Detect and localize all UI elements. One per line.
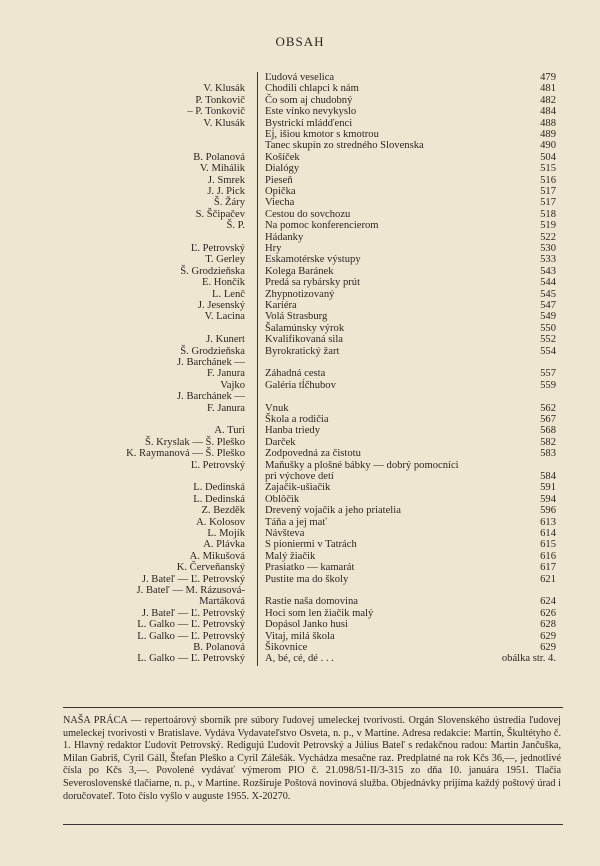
toc-page-number: 544 (540, 277, 556, 289)
toc-page-number: 629 (540, 642, 556, 653)
toc-row (0, 186, 600, 198)
toc-page-number: 517 (540, 186, 556, 197)
toc-work-title: Hádanky (265, 231, 304, 243)
toc-author: Z. Bezděk (201, 505, 245, 517)
toc-page-number: 522 (540, 231, 556, 243)
toc-page-number: 562 (540, 402, 556, 414)
toc-page-number: 596 (540, 505, 556, 517)
toc-author: L. Mojík (207, 528, 245, 539)
toc-page-number: 617 (540, 562, 556, 574)
toc-author: V. Klusák (203, 83, 245, 95)
toc-row (0, 517, 600, 529)
toc-row (0, 323, 600, 335)
toc-row (0, 220, 600, 232)
toc-author: J. Bateľ — M. Rázusová- (136, 585, 245, 596)
toc-row (0, 380, 600, 392)
toc-page-number: 549 (540, 311, 556, 323)
toc-row (0, 163, 600, 175)
toc-row (0, 357, 600, 369)
toc-row (0, 619, 600, 631)
toc-author: Š. Grodzieňska (180, 345, 245, 357)
toc-author: J. Bateľ — Ľ. Petrovský (141, 607, 245, 619)
toc-author: A. Turi (214, 425, 245, 437)
toc-page-number: 545 (540, 288, 556, 300)
toc-row (0, 574, 600, 586)
toc-author: L. Galko — Ľ. Petrovský (137, 653, 245, 665)
toc-author: Š. Grodzieňska (180, 265, 245, 277)
toc-work-title: Bystrickí mládďenci (265, 117, 353, 129)
toc-work-title: Kolega Baránek (265, 265, 334, 277)
toc-row (0, 209, 600, 221)
page-title: OBSAH (275, 34, 325, 49)
toc-page-number: 484 (540, 106, 556, 118)
toc-page-number: 504 (540, 151, 556, 163)
toc-row (0, 277, 600, 289)
toc-page-number: 621 (540, 573, 556, 585)
toc-row (0, 608, 600, 620)
toc-page-number: 559 (540, 379, 556, 391)
toc-work-title: Záhadná cesta (265, 368, 326, 380)
imprint-top-rule (63, 707, 563, 708)
toc-author: L. Lenč (212, 288, 245, 300)
toc-row (0, 471, 600, 483)
toc-work-title: Škola a rodičia (265, 414, 329, 425)
toc-work-title: Čo som aj chudobný (265, 94, 353, 106)
toc-row (0, 346, 600, 358)
toc-author: L. Galko — Ľ. Petrovský (137, 619, 245, 631)
toc-work-title: Dopásol Janko husi (265, 619, 348, 631)
toc-author: L. Dedinská (193, 493, 245, 505)
toc-row (0, 83, 600, 95)
toc-page-number: 616 (540, 550, 556, 562)
toc-row (0, 448, 600, 460)
toc-page-number: 614 (540, 528, 556, 539)
toc-row (0, 482, 600, 494)
toc-author: J. Barchánek — (177, 357, 245, 368)
toc-author: Š. Kryslak — Š. Pleško (144, 436, 245, 448)
toc-work-title: Zhypnotizovaný (265, 288, 335, 300)
toc-work-title: Malý žiačik (265, 550, 316, 562)
toc-row (0, 653, 600, 665)
toc-work-title: Predá sa rybársky prút (265, 277, 361, 289)
toc-work-title: Hry (265, 243, 282, 254)
toc-row (0, 631, 600, 643)
toc-author: J. Barchánek — (177, 391, 245, 403)
toc-page-number: 613 (540, 516, 556, 528)
toc-page-number: 515 (540, 163, 556, 175)
toc-page-number: 490 (540, 140, 556, 152)
toc-row (0, 175, 600, 187)
toc-author: J. Smrek (207, 174, 245, 186)
toc-row (0, 266, 600, 278)
toc-page-number: obálka str. 4. (501, 653, 556, 665)
toc-work-title: A, bé, cé, dé . . . (265, 653, 334, 665)
toc-page-number: 516 (540, 174, 556, 186)
toc-row (0, 528, 600, 540)
toc-page-number: 591 (540, 482, 556, 494)
toc-row (0, 437, 600, 449)
toc-page-number: 550 (540, 322, 556, 334)
toc-work-title: Byrokratický žart (265, 345, 340, 357)
toc-work-title: Šalamúnsky výrok (265, 322, 345, 334)
toc-row (0, 391, 600, 403)
toc-row (0, 403, 600, 415)
toc-work-title: Este vínko nevykyslo (265, 106, 357, 118)
toc-row (0, 197, 600, 209)
toc-row (0, 254, 600, 266)
toc-row (0, 152, 600, 164)
toc-page-number: 489 (540, 129, 556, 140)
toc-page-number: 530 (540, 243, 556, 254)
toc-page-number: 547 (540, 300, 556, 311)
toc-author: L. Dedinská (193, 482, 245, 494)
toc-page-number: 519 (540, 220, 556, 232)
toc-author: K. Raymanová — Š. Pleško (126, 448, 245, 460)
toc-author: V. Lacina (204, 311, 245, 323)
toc-author: T. Gerley (205, 254, 245, 266)
toc-work-title: Oblôčik (265, 493, 300, 505)
toc-work-title: Rastie naša domovina (265, 596, 358, 608)
toc-work-title: Chodili chlapci k nám (265, 83, 359, 95)
toc-work-title: Cestou do sovchozu (265, 208, 351, 220)
toc-page-number: 517 (540, 197, 556, 209)
toc-page-number: 624 (540, 596, 556, 608)
toc-author: Š. Žáry (213, 197, 245, 209)
toc-row (0, 95, 600, 107)
toc-author: Š. P. (226, 220, 245, 232)
toc-page-number: 557 (540, 368, 556, 380)
toc-row (0, 505, 600, 517)
toc-page-number: 582 (540, 436, 556, 448)
toc-page-number: 482 (540, 94, 556, 106)
toc-work-title: pri výchove detí (265, 471, 334, 482)
toc-page-number: 626 (540, 607, 556, 619)
toc-author: J. Jesenský (197, 300, 245, 311)
toc-work-title: Viecha (265, 197, 295, 209)
toc-work-title: Volá Strasburg (265, 311, 328, 323)
toc-row (0, 118, 600, 130)
toc-row (0, 232, 600, 244)
toc-author: P. Tonkovič (195, 94, 245, 106)
toc-work-title: Vitaj, milá škola (265, 630, 335, 642)
toc-work-title: Dialógy (265, 163, 300, 175)
toc-row (0, 494, 600, 506)
toc-page-number: 481 (540, 83, 556, 95)
toc-row (0, 289, 600, 301)
toc-work-title: Pieseň (265, 174, 293, 186)
toc-page-number: 554 (540, 345, 556, 357)
toc-work-title: Galéria tĺčhubov (265, 379, 336, 391)
toc-page-number: 568 (540, 425, 556, 437)
toc-page-number: 584 (540, 471, 556, 482)
toc-work-title: Návšteva (265, 528, 305, 539)
toc-work-title: Kvalifikovaná sila (265, 334, 343, 346)
imprint-bottom-rule (63, 824, 563, 825)
toc-row (0, 368, 600, 380)
toc-work-title: Zajačik-ušiačik (265, 482, 331, 494)
toc-page-number: 615 (540, 539, 556, 551)
toc-work-title: Košíček (265, 151, 300, 163)
toc-row (0, 585, 600, 597)
toc-author: A. Kolosov (196, 516, 245, 528)
toc-page-number: 533 (540, 254, 556, 266)
toc-page-number: 567 (540, 414, 556, 425)
toc-work-title: Tanec skupín zo stredného Slovenska (265, 140, 424, 152)
toc-author: S. Ščipačev (195, 208, 245, 220)
toc-work-title: Zodpovedná za čistotu (265, 448, 361, 460)
imprint-text: NAŠA PRÁCA — repertoárový sborník pre súbory ľudovej umeleckej tvorivosti. Orgán Slovenského ústredia ľudovej umeleckej tvorivosti v Bratislave. Vydáva Vydavateľstvo Osveta, n. p., v Martine. Adresa redakcie: Martin, Škultétyho č. 1. Hlavný redaktor Ľudovít Petrovský. Redigujú Ľudovít Petrovský a Július Bateľ s redakčnou radou: Martin Jančuška, Milan Gabriš, Cyril Gáll, Štefan Pleško a Cyril Zálešák. Vychádza mesačne raz. Predplatné na rok Kčs 36,—, jednotlivé čísla po Kčs 3,—. Povolené vydávať výmerom PIO č. 21.098/51-II/3-315 zo dňa 10. januára 1951. Tlačia Severoslovenské tlačiarne, n. p., v Martine. Rozširuje Poštová novinová služba. Objednávky prijíma každý poštový úrad i doručovateľ. Toto číslo vyšlo v auguste 1955. X-20270. (63, 715, 561, 802)
toc-row (0, 140, 600, 152)
toc-author: Martáková (199, 596, 245, 608)
toc-author: J. Bateľ — Ľ. Petrovský (141, 573, 245, 585)
toc-work-title: Hanba triedy (265, 425, 321, 437)
toc-author: B. Polanová (193, 642, 245, 653)
toc-row (0, 551, 600, 563)
toc-row (0, 425, 600, 437)
toc-author: L. Galko — Ľ. Petrovský (137, 630, 245, 642)
toc-work-title: Darček (265, 436, 296, 448)
toc-author: E. Hončík (202, 277, 245, 289)
toc-work-title: Maňušky a plošné bábky — dobrý pomocníci (265, 459, 459, 471)
toc-row (0, 562, 600, 574)
toc-work-title: Vnuk (265, 402, 289, 414)
toc-author: Ľ. Petrovský (190, 459, 245, 471)
toc-row (0, 311, 600, 323)
toc-work-title: S pioniermi v Tatrách (265, 539, 357, 551)
toc-author: V. Mihálik (199, 163, 245, 175)
toc-page-number: 629 (540, 630, 556, 642)
toc-work-title: Hoci som len žiačik malý (265, 607, 374, 619)
toc-work-title: Táňa a jej mať (265, 516, 327, 528)
toc-page-number: 628 (540, 619, 556, 631)
toc-author: A. Mikušová (189, 550, 245, 562)
toc-row (0, 106, 600, 118)
toc-work-title: Kariéra (265, 300, 297, 311)
toc-author: J. Kunert (206, 334, 245, 346)
toc-work-title: Na pomoc konferencierom (265, 220, 379, 232)
toc-author: J. J. Pick (207, 186, 245, 197)
toc-page-number: 552 (540, 334, 556, 346)
toc-row (0, 129, 600, 141)
toc-row (0, 596, 600, 608)
toc-page-number: 479 (540, 72, 556, 83)
toc-row (0, 460, 600, 472)
toc-author: A. Plávka (203, 539, 245, 551)
toc-author: F. Janura (207, 368, 245, 380)
toc-row (0, 300, 600, 312)
toc-row (0, 642, 600, 654)
toc-work-title: Prasiatko — kamarát (265, 562, 355, 574)
toc-page-number: 518 (540, 208, 556, 220)
toc-page-number: 543 (540, 265, 556, 277)
toc-page-number: 488 (540, 117, 556, 129)
toc-row (0, 243, 600, 255)
toc-work-title: Pustite ma do školy (265, 573, 349, 585)
toc-row (0, 334, 600, 346)
toc-author: B. Polanová (193, 151, 245, 163)
toc-row (0, 72, 600, 84)
toc-author: V. Klusák (203, 117, 245, 129)
toc-author: F. Janura (207, 402, 245, 414)
toc-author: K. Červeňanský (176, 562, 245, 574)
toc-page-number: 583 (540, 448, 556, 460)
toc-row (0, 414, 600, 426)
toc-work-title: Opička (265, 186, 296, 197)
toc-row (0, 539, 600, 551)
toc-author: – P. Tonkovič (187, 106, 245, 118)
toc-author: Ľ. Petrovský (190, 243, 245, 254)
toc-work-title: Ej, išiou kmotor s kmotrou (265, 129, 379, 140)
toc-work-title: Eskamotérske výstupy (265, 254, 361, 266)
toc-author: Vajko (220, 379, 245, 391)
toc-work-title: Ľudová veselica (265, 72, 335, 83)
toc-page-number: 594 (540, 493, 556, 505)
toc-work-title: Šikovnice (265, 642, 308, 653)
toc-work-title: Drevený vojačik a jeho priatelia (265, 505, 401, 517)
